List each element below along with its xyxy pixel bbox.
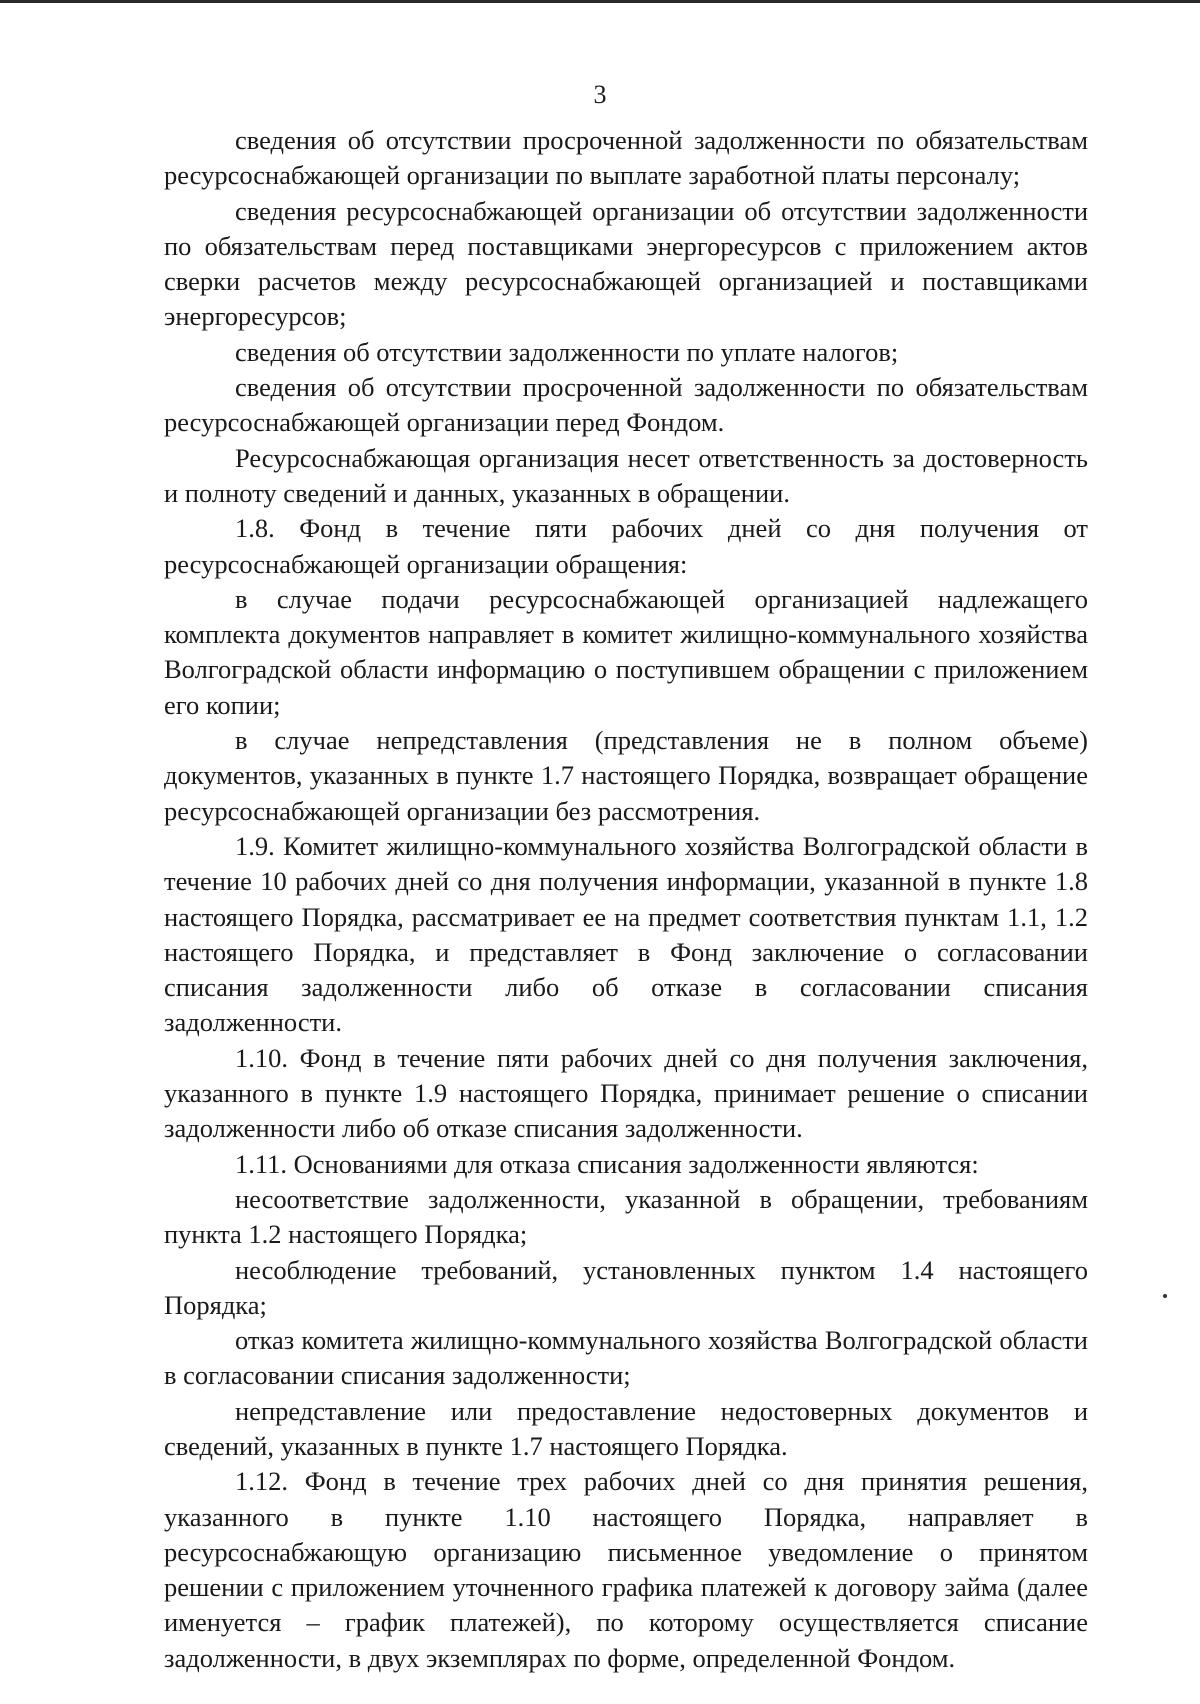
paragraph: Ресурсоснабжающая организация несет ответственность за достоверность и полноту сведений и данных, указанных в обращении. (164, 442, 1088, 508)
paragraph: 1.9. Комитет жилищно-коммунального хозяйства Волгоградской области в течение 10 рабочих дней со дня получения информации, указанной в пункте 1.8 настоящего Порядка, рассматривает ее на предмет соответствия пунктам 1.1, 1.2 настоящего Порядка, и представляет в Фонд заключение о согласовании списания задолженности либо об отказе в согласовании списания задолженности. (164, 830, 1088, 1038)
paragraph: отказ комитета жилищно-коммунального хозяйства Волгоградской области в согласовании списания задолженности; (164, 1325, 1088, 1391)
paragraph: сведения об отсутствии просроченной задолженности по обязательствам ресурсоснабжающей организации перед Фондом. (164, 372, 1088, 438)
paragraph: в случае подачи ресурсоснабжающей организацией надлежащего комплекта документов направляет в комитет жилищно-коммунального хозяйства Волгоградской области информацию о поступившем обращении с приложением его копии; (164, 583, 1088, 720)
paragraph: непредставление или предоставление недостоверных документов и сведений, указанных в пункте 1.7 настоящего Порядка. (164, 1395, 1088, 1461)
paragraph: 1.11. Основаниями для отказа списания задолженности являются: (235, 1148, 979, 1179)
paragraph: сведения ресурсоснабжающей организации об отсутствии задолженности по обязательствам перед поставщиками энергоресурсов с приложением актов сверки расчетов между ресурсоснабжающей организацией и поставщиками энергоресурсов; (164, 195, 1088, 332)
paragraph: 1.8. Фонд в течение пяти рабочих дней со дня получения от ресурсоснабжающей организации обращения: (164, 513, 1088, 579)
document-body (164, 123, 1088, 1676)
paragraph: несоответствие задолженности, указанной в обращении, требованиям пункта 1.2 настоящего Порядка; (164, 1183, 1088, 1250)
paragraph: 1.10. Фонд в течение пяти рабочих дней со дня получения заключения, указанного в пункте 1.9 настоящего Порядка, принимает решение о списании задолженности либо об отказе списания задолженности. (164, 1042, 1088, 1144)
page-number: 3 (593, 80, 607, 109)
scan-top-edge (0, 0, 1200, 3)
paragraph: 1.12. Фонд в течение трех рабочих дней со дня принятия решения, указанного в пункте 1.10 настоящего Порядка, направляет в ресурсоснабжающую организацию письменное уведомление о принятом решении с приложением уточненного графика платежей к договору займа (далее именуется – график платежей), по которому осуществляется списание задолженности, в двух экземплярах по форме, определенной Фондом. (164, 1466, 1088, 1673)
paragraph: сведения об отсутствии задолженности по уплате налогов; (235, 336, 899, 367)
scan-speck (1163, 1294, 1167, 1298)
paragraph: сведения об отсутствии просроченной задолженности по обязательствам ресурсоснабжающей организации по выплате заработной платы персоналу; (164, 125, 1088, 191)
paragraph: в случае непредставления (представления не в полном объеме) документов, указанных в пункте 1.7 настоящего Порядка, возвращает обращение ресурсоснабжающей организации без рассмотрения. (164, 725, 1088, 826)
paragraph: несоблюдение требований, установленных пунктом 1.4 настоящего Порядка; (164, 1254, 1088, 1320)
